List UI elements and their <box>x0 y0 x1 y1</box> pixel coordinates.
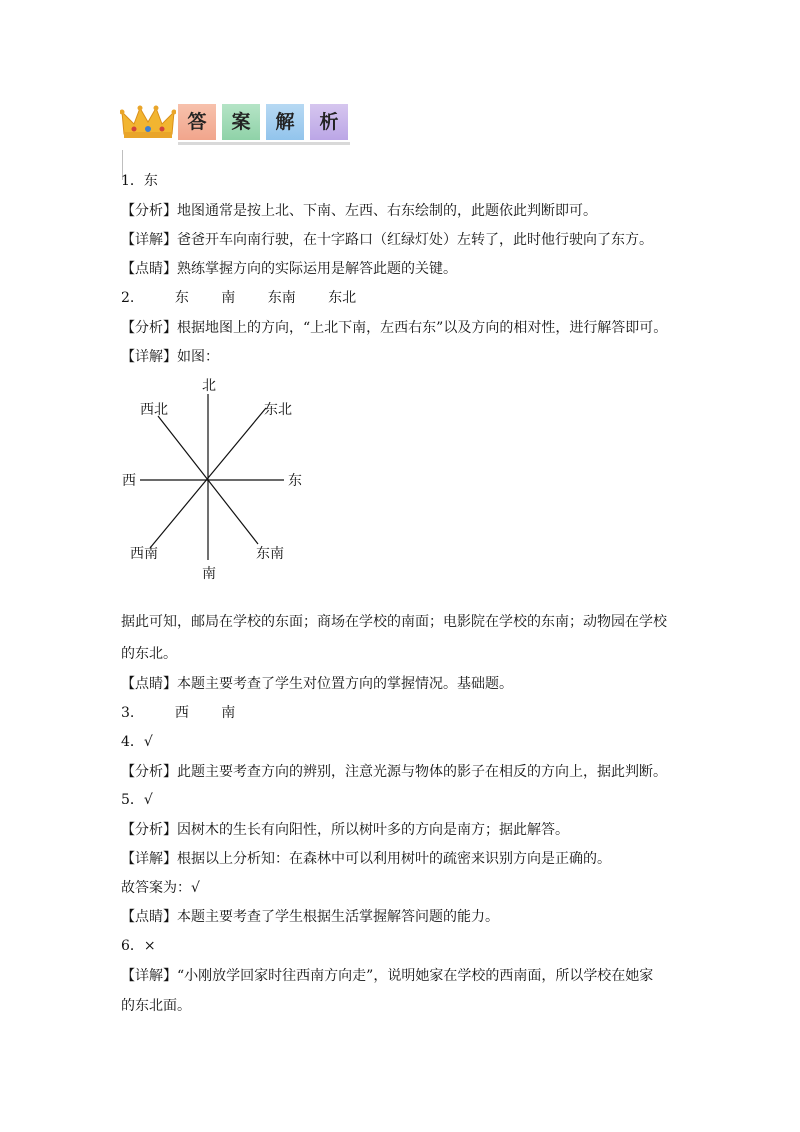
answer-line: 5．√ <box>121 792 153 808</box>
answer-analysis-header <box>118 100 368 144</box>
answer-value: 东南 <box>267 290 296 306</box>
tip-line: 【点睛】熟练掌握方向的实际运用是解答此题的关键。 <box>121 261 457 277</box>
detail-line: 【详解】如图： <box>121 349 219 365</box>
answer-summary-line: 故答案为：√ <box>121 880 200 896</box>
analysis-line: 【分析】根据地图上的方向，“上北下南，左西右东”以及方向的相对性，进行解答即可。 <box>121 320 668 336</box>
header-tile: 答 <box>178 104 216 140</box>
answer-line: 1．东 <box>121 173 158 189</box>
answer-line <box>121 703 235 723</box>
answer-line <box>121 288 356 308</box>
southeast-label: 东南 <box>256 546 284 562</box>
answer-value: 南 <box>221 705 236 721</box>
question-number: 3. <box>121 705 135 721</box>
analysis-line: 【分析】地图通常是按上北、下南、左西、右东绘制的，此题依此判断即可。 <box>121 203 597 219</box>
header-tile: 解 <box>266 104 304 140</box>
compass-diagram <box>118 372 318 590</box>
answer-value: 西 <box>174 705 189 721</box>
southwest-label: 西南 <box>130 546 158 562</box>
detail-line: 【详解】“小刚放学回家时往西南方向走”，说明她家在学校的西南面，所以学校在她家 <box>121 968 654 984</box>
west-label: 西 <box>122 473 136 489</box>
answer-line: 6．× <box>121 938 156 954</box>
question-number: 2. <box>121 290 135 306</box>
northeast-label: 东北 <box>264 402 292 418</box>
header-tile: 析 <box>310 104 348 140</box>
detail-line: 【详解】爸爸开车向南行驶，在十字路口（红绿灯处）左转了，此时他行驶向了东方。 <box>121 232 653 248</box>
northwest-label: 西北 <box>140 402 168 418</box>
east-label: 东 <box>288 473 302 489</box>
answer-value: 东北 <box>328 290 357 306</box>
conclusion-line: 据此可知，邮局在学校的东面；商场在学校的南面；电影院在学校的东南；动物园在学校 <box>121 614 667 630</box>
answer-value: 南 <box>221 290 236 306</box>
north-label: 北 <box>202 378 216 394</box>
detail-line: 【详解】根据以上分析知：在森林中可以利用树叶的疏密来识别方向是正确的。 <box>121 851 611 867</box>
answer-value: 东 <box>174 290 189 306</box>
crown-icon <box>120 104 176 140</box>
analysis-line: 【分析】此题主要考查方向的辨别，注意光源与物体的影子在相反的方向上，据此判断。 <box>121 764 667 780</box>
tip-line: 【点睛】本题主要考查了学生根据生活掌握解答问题的能力。 <box>121 909 499 925</box>
conclusion-line: 的东北。 <box>121 646 177 662</box>
south-label: 南 <box>202 566 216 582</box>
answer-line: 4．√ <box>121 734 153 750</box>
detail-line: 的东北面。 <box>121 998 191 1014</box>
header-tile: 案 <box>222 104 260 140</box>
analysis-line: 【分析】因树木的生长有向阳性，所以树叶多的方向是南方；据此解答。 <box>121 822 569 838</box>
tip-line: 【点睛】本题主要考查了学生对位置方向的掌握情况。基础题。 <box>121 676 513 692</box>
header-shadow <box>178 142 350 145</box>
